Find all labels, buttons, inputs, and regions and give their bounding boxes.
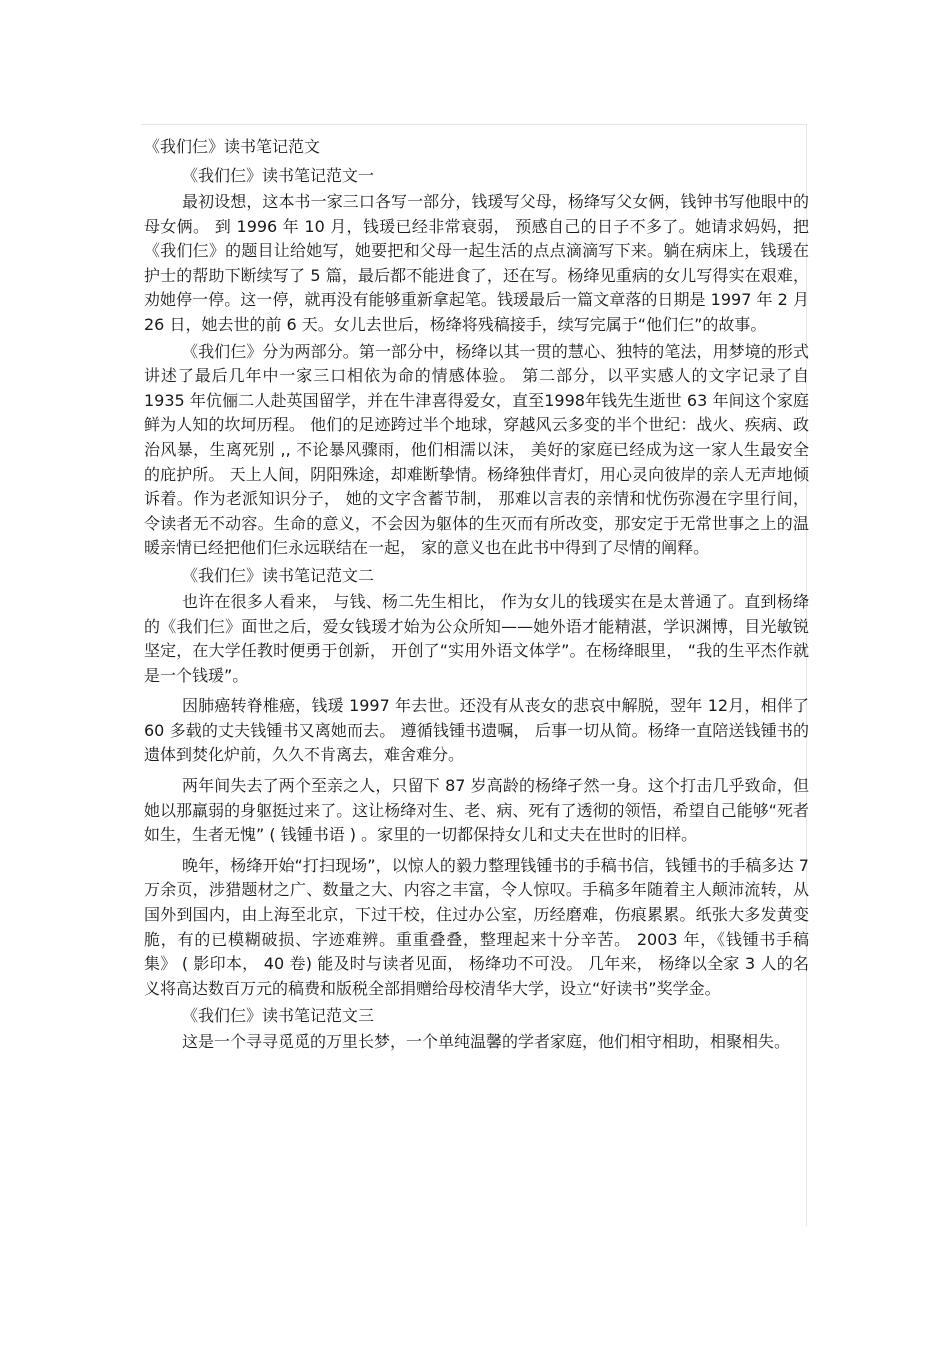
section-heading: 《我们仨》读书笔记范文二 [182,565,375,585]
document-body [144,134,809,1057]
section-heading: 《我们仨》读书笔记范文一 [182,166,375,185]
paragraph: 两年间失去了两个至亲之人，只留下 87 岁高龄的杨绛孑然一身。这个打击几乎致命，但她以那羸弱的身躯挺过来了。这让杨绛对生、老、病、死有了透彻的领悟，希望自己能够“死者如生，生者无愧” ( 钱锺书语 ) 。家里的一切都保持女儿和丈夫在世时的旧样。 [144,776,809,845]
paragraph: 《我们仨》分为两部分。第一部分中，杨绛以其一贯的慧心、独特的笔法，用梦境的形式讲述了最后几年中一家三口相依为命的情感体验。 第二部分，以平实感人的文字记录了自 1935 年伉俪二人赴英国留学，并在牛津喜得爱女，直至1998年钱先生逝世 63 年间这个家庭鲜为人知的坎坷历程。 他们的足迹跨过半个地球，穿越风云多变的半个世纪：战火、疾病、政治风暴，生离死别 ,, 不论暴风骤雨，他们相濡以沫， 美好的家庭已经成为这一家人生最安全的庇护所。 天上人间，阴阳殊途，却难断挚情。杨绛独伴青灯，用心灵向彼岸的亲人无声地倾诉着。作为老派知识分子， 她的文字含蓄节制， 那难以言表的亲情和忧伤弥漫在字里行间，令读者无不动容。生命的意义，不会因为躯体的生灭而有所改变，那安定于无常世事之上的温暖亲情已经把他们仨永远联结在一起， 家的意义也在此书中得到了尽情的阐释。 [144,341,809,558]
paragraph: 最初设想，这本书一家三口各写一部分，钱瑗写父母，杨绛写父女俩，钱钟书写他眼中的母女俩。 到 1996 年 10 月，钱瑗已经非常衰弱， 预感自己的日子不多了。她请求妈妈，把《我们仨》的题目让给她写，她要把和父母一起生活的点点滴滴写下来。躺在病床上，钱瑗在护士的帮助下断续写了 5 篇，最后都不能进食了，还在写。杨绛见重病的女儿写得实在艰难，劝她停一停。这一停，就再没有能够重新拿起笔。钱瑗最后一篇文章落的日期是 1997 年 2 月 26 日，她去世的前 6 天。女儿去世后，杨绛将残稿接手，续写完属于“他们仨”的故事。 [144,192,809,334]
section-1 [144,163,809,561]
paragraph: 晚年，杨绛开始“打扫现场”，以惊人的毅力整理钱锺书的手稿书信，钱锺书的手稿多达 7 万余页，涉猎题材之广、数量之大、内容之丰富，令人惊叹。手稿多年随着主人颠沛流转，从国外到国内，由上海至北京，下过干校，住过办公室，历经磨难，伤痕累累。纸张大多发黄变脆，有的已模糊破损、字迹难辨。重重叠叠，整理起来十分辛苦。 2003 年，《钱锺书手稿集》 ( 影印本， 40 卷) 能及时与读者见面， 杨绛功不可没。 几年来， 杨绛以全家 3 人的名义将高达数百万元的稿费和版税全部捐赠给母校清华大学，设立“好读书”奖学金。 [144,855,809,998]
paragraph: 因肺癌转脊椎癌，钱瑗 1997 年去世。还没有从丧女的悲哀中解脱，翌年 12月，相伴了 60 多载的丈夫钱锺书又离她而去。 遵循钱锺书遗嘱， 后事一切从简。杨绛一直陪送钱锺书的遗体到焚化炉前，久久不肯离去，难舍难分。 [144,696,809,765]
section-2 [144,563,809,1002]
document-title: 《我们仨》读书笔记范文 [144,137,321,156]
paragraph: 这是一个寻寻觅觅的万里长梦，一个单纯温馨的学者家庭，他们相守相助，相聚相失。 [182,1032,791,1052]
paragraph: 也许在很多人看来， 与钱、杨二先生相比， 作为女儿的钱瑗实在是太普通了。直到杨绛的《我们仨》面世之后，爱女钱瑗才始为公众所知——她外语才能精湛，学识渊博，目光敏锐坚定，在大学任教时便勇于创新， 开创了“实用外语文体学”。在杨绛眼里， “我的生平杰作就是一个钱瑗”。 [144,591,809,685]
section-3 [144,1003,809,1055]
section-heading: 《我们仨》读书笔记范文三 [182,1006,375,1026]
